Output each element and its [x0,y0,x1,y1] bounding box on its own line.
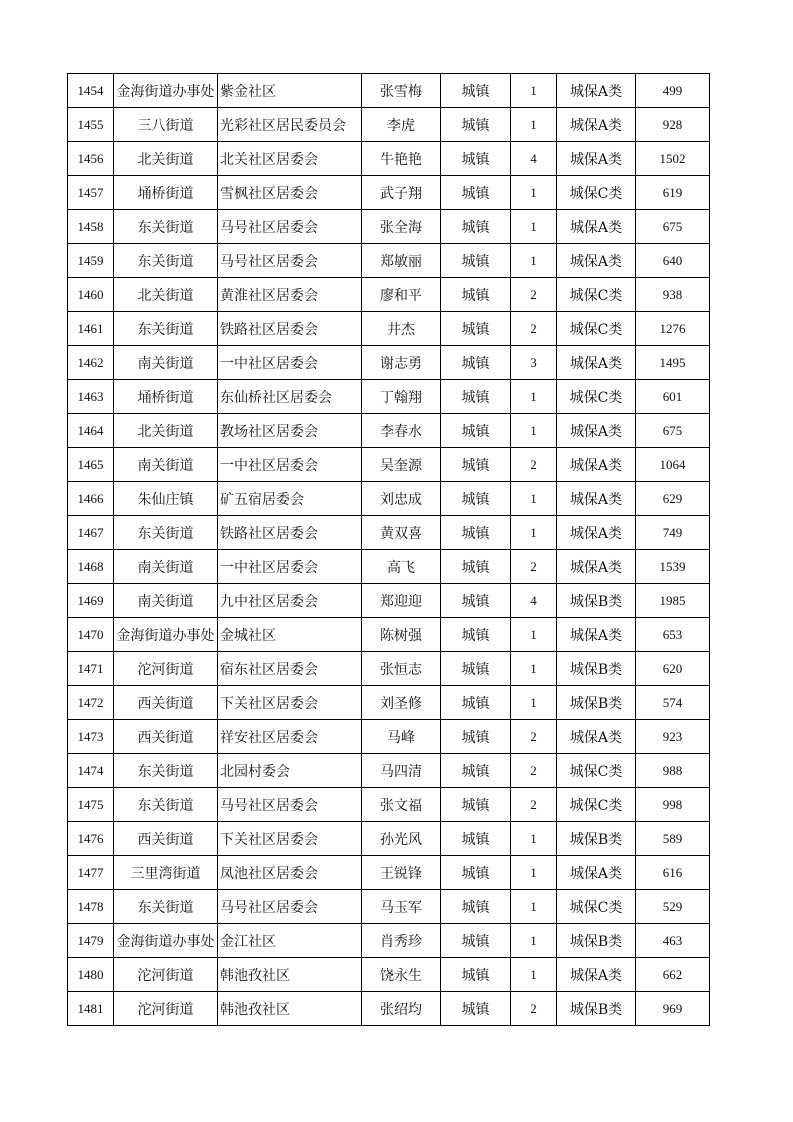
community: 北园村委会 [218,754,362,788]
table-row [68,108,710,142]
area-type: 城镇 [441,550,511,584]
street-office: 沱河街道 [114,992,218,1026]
area-type: 城镇 [441,482,511,516]
community: 一中社区居委会 [218,448,362,482]
row-number: 1481 [68,992,114,1026]
row-number: 1465 [68,448,114,482]
community: 黄淮社区居委会 [218,278,362,312]
household-count: 3 [511,346,557,380]
insurance-category: 城保C类 [557,312,636,346]
household-count: 2 [511,278,557,312]
person-name: 李虎 [362,108,441,142]
household-count: 1 [511,958,557,992]
table-row [68,754,710,788]
insurance-category: 城保A类 [557,108,636,142]
table-row [68,992,710,1026]
person-name: 陈树强 [362,618,441,652]
household-count: 1 [511,856,557,890]
area-type: 城镇 [441,74,511,108]
street-office: 南关街道 [114,584,218,618]
row-number: 1459 [68,244,114,278]
table-row [68,244,710,278]
area-type: 城镇 [441,788,511,822]
table-row [68,142,710,176]
household-count: 1 [511,822,557,856]
community: 雪枫社区居委会 [218,176,362,210]
row-number: 1461 [68,312,114,346]
table-row [68,924,710,958]
household-count: 1 [511,686,557,720]
person-name: 李春水 [362,414,441,448]
amount: 749 [636,516,710,550]
amount: 601 [636,380,710,414]
street-office: 南关街道 [114,550,218,584]
street-office: 东关街道 [114,788,218,822]
row-number: 1475 [68,788,114,822]
table-row [68,176,710,210]
person-name: 刘忠成 [362,482,441,516]
area-type: 城镇 [441,618,511,652]
table-row [68,584,710,618]
amount: 463 [636,924,710,958]
street-office: 北关街道 [114,414,218,448]
person-name: 张全海 [362,210,441,244]
street-office: 沱河街道 [114,652,218,686]
amount: 1539 [636,550,710,584]
row-number: 1467 [68,516,114,550]
street-office: 金海街道办事处 [114,618,218,652]
table-row [68,414,710,448]
insurance-category: 城保B类 [557,924,636,958]
table-row [68,278,710,312]
person-name: 丁翰翔 [362,380,441,414]
insurance-category: 城保C类 [557,176,636,210]
area-type: 城镇 [441,414,511,448]
street-office: 南关街道 [114,346,218,380]
insurance-category: 城保A类 [557,516,636,550]
row-number: 1468 [68,550,114,584]
insurance-category: 城保A类 [557,210,636,244]
street-office: 西关街道 [114,822,218,856]
household-count: 2 [511,992,557,1026]
community: 马号社区居委会 [218,210,362,244]
insurance-category: 城保A类 [557,618,636,652]
row-number: 1474 [68,754,114,788]
row-number: 1470 [68,618,114,652]
street-office: 金海街道办事处 [114,924,218,958]
table-row [68,346,710,380]
insurance-category: 城保A类 [557,720,636,754]
insurance-category: 城保A类 [557,448,636,482]
household-count: 2 [511,754,557,788]
street-office: 埇桥街道 [114,380,218,414]
insurance-category: 城保A类 [557,482,636,516]
row-number: 1456 [68,142,114,176]
row-number: 1477 [68,856,114,890]
community: 韩池孜社区 [218,958,362,992]
household-count: 1 [511,74,557,108]
area-type: 城镇 [441,210,511,244]
person-name: 孙光风 [362,822,441,856]
household-count: 4 [511,584,557,618]
amount: 589 [636,822,710,856]
community: 北关社区居委会 [218,142,362,176]
insurance-category: 城保A类 [557,244,636,278]
community: 光彩社区居民委员会 [218,108,362,142]
amount: 923 [636,720,710,754]
row-number: 1464 [68,414,114,448]
amount: 574 [636,686,710,720]
street-office: 西关街道 [114,686,218,720]
table-row [68,74,710,108]
household-count: 1 [511,618,557,652]
row-number: 1480 [68,958,114,992]
area-type: 城镇 [441,108,511,142]
area-type: 城镇 [441,278,511,312]
area-type: 城镇 [441,924,511,958]
table-row [68,890,710,924]
area-type: 城镇 [441,244,511,278]
amount: 1276 [636,312,710,346]
street-office: 西关街道 [114,720,218,754]
household-count: 1 [511,176,557,210]
street-office: 金海街道办事处 [114,74,218,108]
community: 马号社区居委会 [218,890,362,924]
street-office: 东关街道 [114,312,218,346]
street-office: 朱仙庄镇 [114,482,218,516]
insurance-category: 城保A类 [557,856,636,890]
person-name: 马四清 [362,754,441,788]
household-count: 1 [511,210,557,244]
table-row [68,958,710,992]
household-count: 1 [511,924,557,958]
row-number: 1454 [68,74,114,108]
amount: 653 [636,618,710,652]
row-number: 1469 [68,584,114,618]
household-count: 2 [511,550,557,584]
amount: 529 [636,890,710,924]
row-number: 1479 [68,924,114,958]
street-office: 北关街道 [114,278,218,312]
person-name: 张绍均 [362,992,441,1026]
person-name: 马峰 [362,720,441,754]
household-count: 1 [511,482,557,516]
row-number: 1462 [68,346,114,380]
person-name: 刘圣修 [362,686,441,720]
amount: 1495 [636,346,710,380]
insurance-category: 城保C类 [557,754,636,788]
amount: 1502 [636,142,710,176]
amount: 620 [636,652,710,686]
community: 下关社区居委会 [218,686,362,720]
area-type: 城镇 [441,856,511,890]
table-row [68,720,710,754]
household-count: 1 [511,890,557,924]
household-count: 1 [511,414,557,448]
amount: 619 [636,176,710,210]
row-number: 1473 [68,720,114,754]
amount: 499 [636,74,710,108]
area-type: 城镇 [441,516,511,550]
table-row [68,448,710,482]
insurance-category: 城保B类 [557,822,636,856]
amount: 998 [636,788,710,822]
household-count: 1 [511,652,557,686]
insurance-category: 城保A类 [557,74,636,108]
row-number: 1457 [68,176,114,210]
amount: 616 [636,856,710,890]
row-number: 1471 [68,652,114,686]
amount: 1064 [636,448,710,482]
community: 一中社区居委会 [218,346,362,380]
person-name: 武子翔 [362,176,441,210]
community: 马号社区居委会 [218,244,362,278]
row-number: 1466 [68,482,114,516]
amount: 629 [636,482,710,516]
area-type: 城镇 [441,754,511,788]
street-office: 北关街道 [114,142,218,176]
table-row [68,822,710,856]
area-type: 城镇 [441,890,511,924]
area-type: 城镇 [441,142,511,176]
community: 韩池孜社区 [218,992,362,1026]
community: 紫金社区 [218,74,362,108]
community: 下关社区居委会 [218,822,362,856]
household-count: 1 [511,516,557,550]
amount: 988 [636,754,710,788]
street-office: 沱河街道 [114,958,218,992]
community: 祥安社区居委会 [218,720,362,754]
table-row [68,788,710,822]
community: 凤池社区居委会 [218,856,362,890]
row-number: 1460 [68,278,114,312]
household-count: 2 [511,312,557,346]
area-type: 城镇 [441,720,511,754]
area-type: 城镇 [441,176,511,210]
community: 铁路社区居委会 [218,312,362,346]
area-type: 城镇 [441,380,511,414]
person-name: 郑迎迎 [362,584,441,618]
household-count: 1 [511,380,557,414]
area-type: 城镇 [441,822,511,856]
row-number: 1463 [68,380,114,414]
insurance-category: 城保B类 [557,584,636,618]
street-office: 东关街道 [114,516,218,550]
household-count: 2 [511,448,557,482]
table-row [68,618,710,652]
amount: 928 [636,108,710,142]
insurance-category: 城保B类 [557,652,636,686]
insurance-category: 城保A类 [557,414,636,448]
amount: 640 [636,244,710,278]
area-type: 城镇 [441,652,511,686]
community: 教场社区居委会 [218,414,362,448]
insurance-category: 城保A类 [557,958,636,992]
household-count: 2 [511,788,557,822]
row-number: 1476 [68,822,114,856]
person-name: 高飞 [362,550,441,584]
person-name: 张恒志 [362,652,441,686]
person-name: 马玉军 [362,890,441,924]
street-office: 三八街道 [114,108,218,142]
street-office: 埇桥街道 [114,176,218,210]
table-row [68,686,710,720]
household-count: 1 [511,244,557,278]
area-type: 城镇 [441,312,511,346]
community: 马号社区居委会 [218,788,362,822]
insurance-category: 城保C类 [557,380,636,414]
street-office: 南关街道 [114,448,218,482]
person-name: 井杰 [362,312,441,346]
amount: 662 [636,958,710,992]
insurance-category: 城保A类 [557,142,636,176]
area-type: 城镇 [441,992,511,1026]
table-row [68,482,710,516]
table-row [68,856,710,890]
community: 金江社区 [218,924,362,958]
row-number: 1455 [68,108,114,142]
household-count: 1 [511,108,557,142]
table-row [68,380,710,414]
person-name: 郑敏丽 [362,244,441,278]
amount: 969 [636,992,710,1026]
amount: 1985 [636,584,710,618]
insurance-category: 城保C类 [557,278,636,312]
street-office: 东关街道 [114,890,218,924]
community: 矿五宿居委会 [218,482,362,516]
amount: 675 [636,414,710,448]
community: 金城社区 [218,618,362,652]
area-type: 城镇 [441,686,511,720]
person-name: 肖秀珍 [362,924,441,958]
area-type: 城镇 [441,346,511,380]
amount: 675 [636,210,710,244]
community: 一中社区居委会 [218,550,362,584]
data-table [67,73,710,1026]
table-body [68,74,710,1026]
community: 铁路社区居委会 [218,516,362,550]
area-type: 城镇 [441,958,511,992]
community: 东仙桥社区居委会 [218,380,362,414]
amount: 938 [636,278,710,312]
household-count: 4 [511,142,557,176]
table-row [68,210,710,244]
household-count: 2 [511,720,557,754]
person-name: 饶永生 [362,958,441,992]
insurance-category: 城保A类 [557,346,636,380]
insurance-category: 城保A类 [557,550,636,584]
area-type: 城镇 [441,448,511,482]
street-office: 东关街道 [114,210,218,244]
person-name: 黄双喜 [362,516,441,550]
row-number: 1472 [68,686,114,720]
person-name: 王锐锋 [362,856,441,890]
person-name: 谢志勇 [362,346,441,380]
table-row [68,516,710,550]
table-row [68,550,710,584]
row-number: 1478 [68,890,114,924]
person-name: 吴奎源 [362,448,441,482]
community: 九中社区居委会 [218,584,362,618]
row-number: 1458 [68,210,114,244]
street-office: 东关街道 [114,244,218,278]
community: 宿东社区居委会 [218,652,362,686]
street-office: 东关街道 [114,754,218,788]
insurance-category: 城保B类 [557,992,636,1026]
insurance-category: 城保C类 [557,890,636,924]
table-row [68,652,710,686]
table-row [68,312,710,346]
insurance-category: 城保B类 [557,686,636,720]
person-name: 廖和平 [362,278,441,312]
person-name: 张雪梅 [362,74,441,108]
street-office: 三里湾街道 [114,856,218,890]
area-type: 城镇 [441,584,511,618]
person-name: 牛艳艳 [362,142,441,176]
insurance-category: 城保C类 [557,788,636,822]
person-name: 张文福 [362,788,441,822]
